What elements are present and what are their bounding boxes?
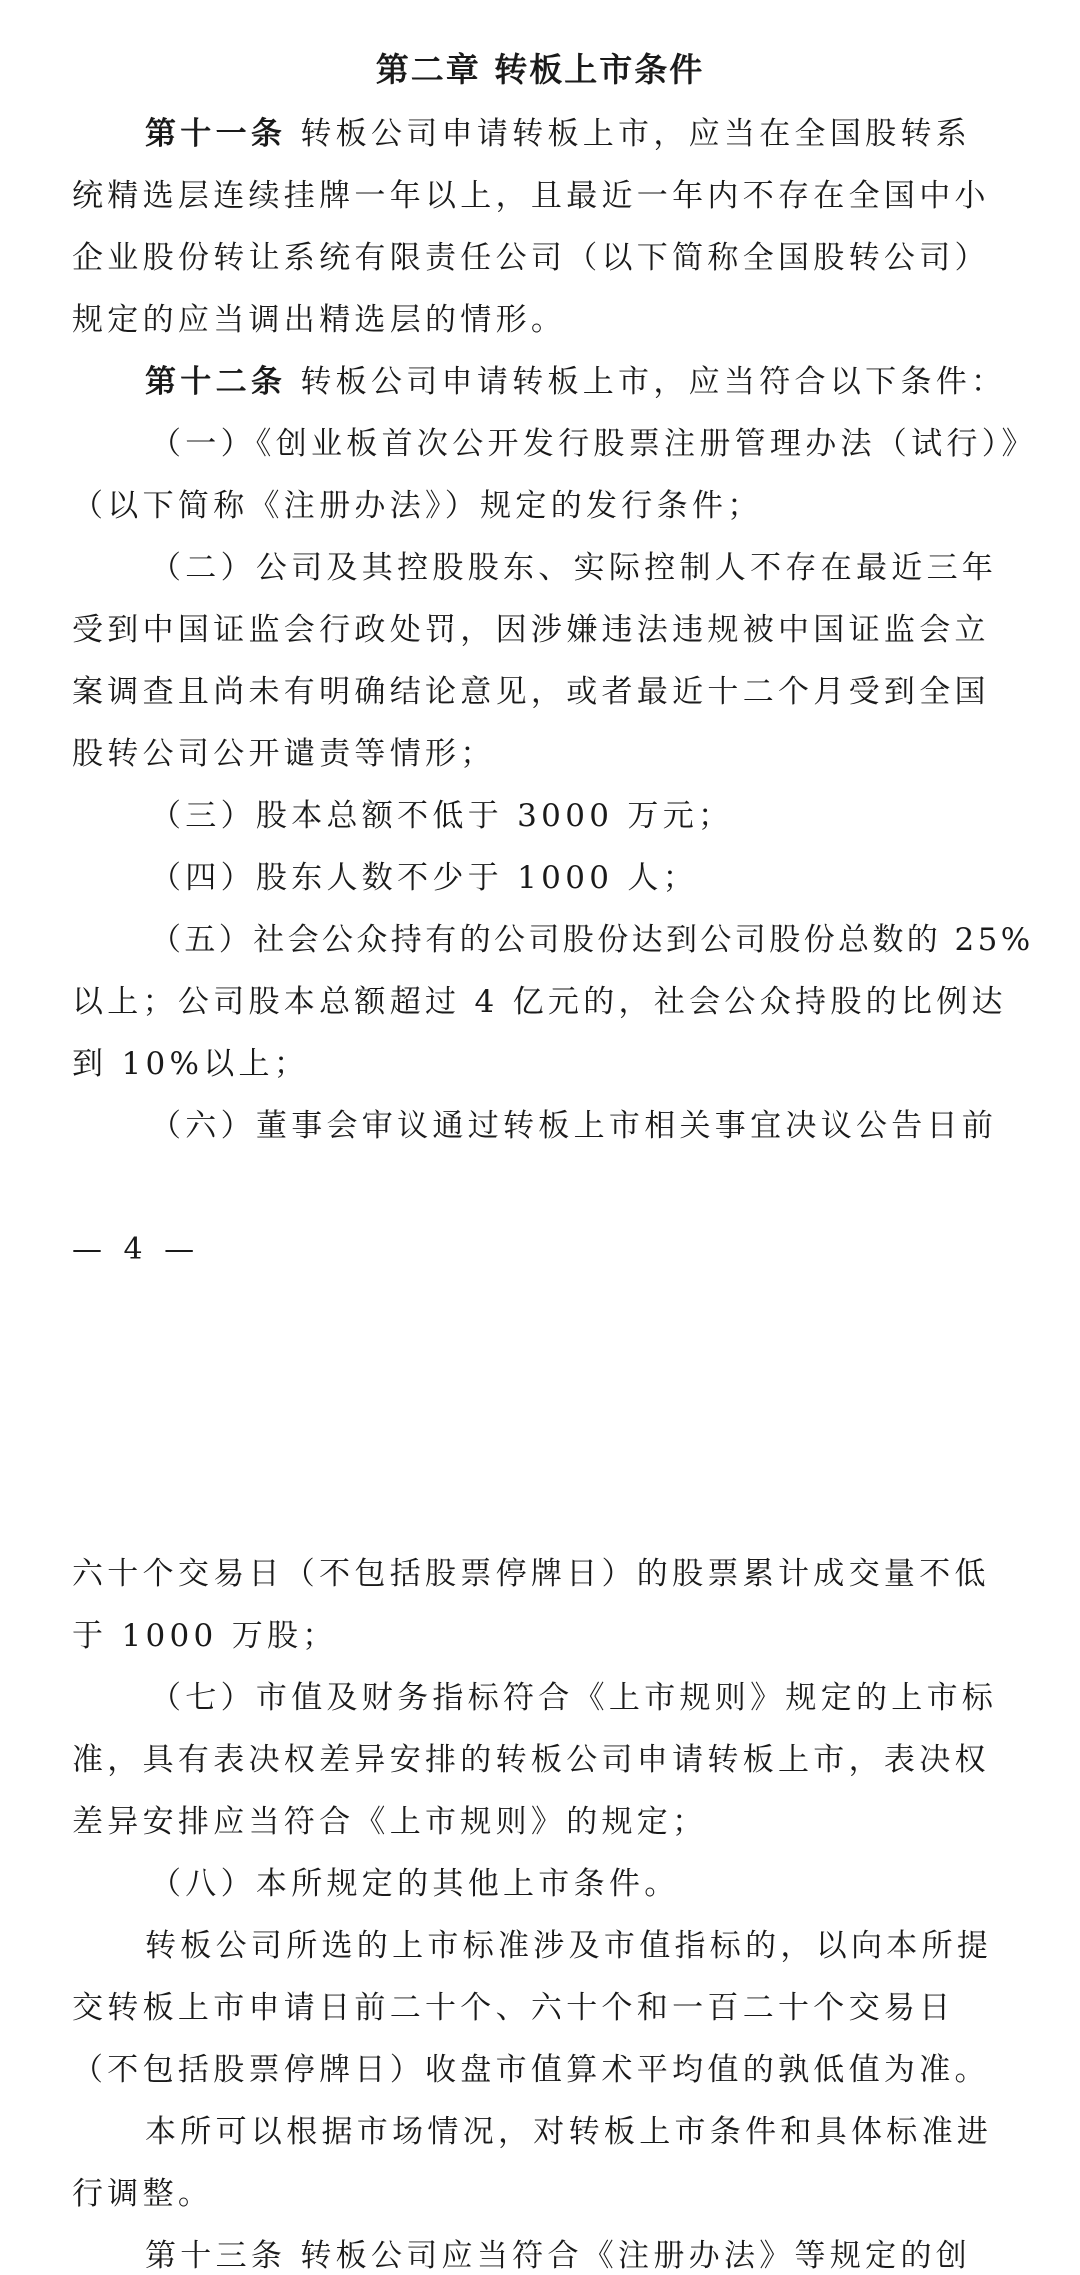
item-2-line-1: （二）公司及其控股股东、实际控制人不存在最近三年 — [150, 550, 998, 586]
article-11-line-4: 规定的应当调出精选层的情形。 — [72, 302, 567, 338]
paragraph-1-line-2: 交转板上市申请日前二十个、六十个和一百二十个交易日 — [72, 1990, 955, 2026]
item-7-line-2: 准，具有表决权差异安排的转板公司申请转板上市，表决权 — [72, 1742, 990, 1778]
article-12-text-1: 转板公司申请转板上市，应当符合以下条件： — [300, 364, 1007, 400]
article-11-text-1: 转板公司申请转板上市，应当在全国股转系 — [300, 116, 972, 152]
paragraph-1-line-3: （不包括股票停牌日）收盘市值算术平均值的孰低值为准。 — [72, 2052, 990, 2088]
item-6-line-3: 于 1000 万股； — [72, 1618, 338, 1654]
item-2-line-3: 案调查且尚未有明确结论意见，或者最近十二个月受到全国 — [72, 674, 990, 710]
chapter-title: 第二章 转板上市条件 — [375, 50, 705, 89]
article-13-partial: 第十三条 转板公司应当符合《注册办法》等规定的创 — [145, 2238, 972, 2274]
article-12-label: 第十二条 — [145, 364, 287, 400]
paragraph-2-line-2: 行调整。 — [72, 2176, 214, 2212]
item-5-line-2: 以上；公司股本总额超过 4 亿元的，社会公众持股的比例达 — [72, 984, 1007, 1020]
item-5-line-1: （五）社会公众持有的公司股份达到公司股份总数的 25% — [150, 922, 1034, 958]
item-3: （三）股本总额不低于 3000 万元； — [150, 798, 734, 834]
item-1-line-1: （一）《创业板首次公开发行股票注册管理办法（试行）》 — [150, 426, 1037, 462]
item-4: （四）股东人数不少于 1000 人； — [150, 860, 698, 896]
article-11-line-2: 统精选层连续挂牌一年以上，且最近一年内不存在全国中小 — [72, 178, 990, 214]
item-7-line-1: （七）市值及财务指标符合《上市规则》规定的上市标 — [150, 1680, 998, 1716]
item-8: （八）本所规定的其他上市条件。 — [150, 1866, 680, 1902]
paragraph-2-line-1: 本所可以根据市场情况，对转板上市条件和具体标准进 — [145, 2114, 993, 2150]
item-6-line-1: （六）董事会审议通过转板上市相关事宜决议公告日前 — [150, 1108, 998, 1144]
item-7-line-3: 差异安排应当符合《上市规则》的规定； — [72, 1804, 708, 1840]
item-2-line-2: 受到中国证监会行政处罚，因涉嫌违法违规被中国证监会立 — [72, 612, 990, 648]
item-2-line-4: 股转公司公开谴责等情形； — [72, 736, 496, 772]
article-11-line-1 — [145, 108, 971, 153]
paragraph-1-line-1: 转板公司所选的上市标准涉及市值指标的，以向本所提 — [145, 1928, 993, 1964]
item-6-line-2: 六十个交易日（不包括股票停牌日）的股票累计成交量不低 — [72, 1556, 990, 1592]
page-number: — 4 — — [72, 1232, 201, 1267]
article-12-line-1 — [145, 356, 1006, 401]
article-11-line-3: 企业股份转让系统有限责任公司（以下简称全国股转公司） — [72, 240, 990, 276]
item-1-line-2: （以下简称《注册办法》）规定的发行条件； — [72, 488, 763, 524]
article-11-label: 第十一条 — [145, 116, 287, 152]
item-5-line-3: 到 10%以上； — [72, 1046, 310, 1082]
